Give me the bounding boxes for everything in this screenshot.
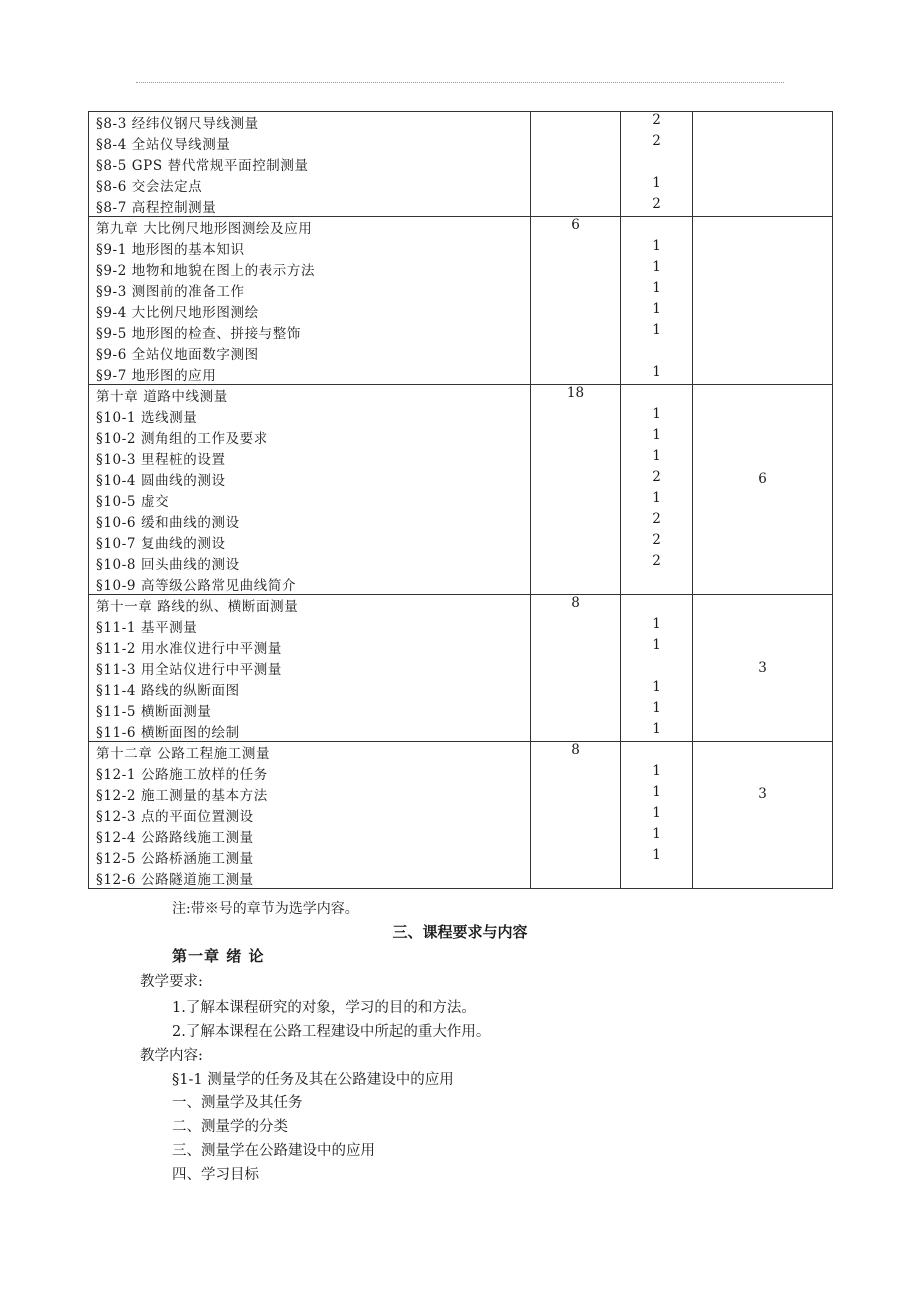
- hours-cell: [531, 868, 621, 889]
- lecture-cell: 1: [621, 826, 693, 847]
- topic-cell: §9-1 地形图的基本知识: [89, 238, 531, 259]
- table-row: [89, 448, 833, 469]
- practice-cell: [693, 196, 833, 217]
- topic-cell: 第十一章 路线的纵、横断面测量: [89, 595, 531, 616]
- lecture-cell: 1: [621, 406, 693, 427]
- lecture-cell: 2: [621, 196, 693, 217]
- table-row: [89, 217, 833, 238]
- hours-cell: [531, 574, 621, 595]
- practice-cell: [693, 175, 833, 196]
- hours-cell: [531, 847, 621, 868]
- lecture-cell: 1: [621, 679, 693, 700]
- lecture-cell: [621, 868, 693, 889]
- lecture-cell: 1: [621, 427, 693, 448]
- topic-cell: §12-3 点的平面位置测设: [89, 805, 531, 826]
- topic-cell: §12-4 公路路线施工测量: [89, 826, 531, 847]
- practice-cell: [693, 532, 833, 553]
- topic-cell: §12-1 公路施工放样的任务: [89, 763, 531, 784]
- practice-cell: [693, 490, 833, 511]
- topic-cell: §11-2 用水准仪进行中平测量: [89, 637, 531, 658]
- topic-cell: §12-2 施工测量的基本方法: [89, 784, 531, 805]
- table-row: [89, 112, 833, 133]
- hours-cell: [531, 784, 621, 805]
- topic-cell: §10-3 里程桩的设置: [89, 448, 531, 469]
- lecture-cell: 1: [621, 238, 693, 259]
- practice-cell: [693, 721, 833, 742]
- practice-cell: 3: [693, 658, 833, 679]
- hours-cell: [531, 616, 621, 637]
- content-item: 一、测量学及其任务: [172, 1095, 303, 1111]
- practice-cell: [693, 574, 833, 595]
- lecture-cell: 2: [621, 511, 693, 532]
- table-row: [89, 364, 833, 385]
- lecture-cell: 2: [621, 133, 693, 154]
- lecture-cell: [621, 595, 693, 616]
- content-item: 二、测量学的分类: [172, 1119, 288, 1135]
- lecture-cell: 1: [621, 763, 693, 784]
- hours-cell: 8: [531, 595, 621, 616]
- hours-cell: [531, 427, 621, 448]
- topic-cell: §11-5 横断面测量: [89, 700, 531, 721]
- practice-cell: [693, 259, 833, 280]
- hours-cell: [531, 469, 621, 490]
- header-rule: [136, 82, 784, 83]
- table-row: [89, 322, 833, 343]
- topic-cell: §8-7 高程控制测量: [89, 196, 531, 217]
- topic-cell: §11-1 基平测量: [89, 616, 531, 637]
- lecture-cell: 1: [621, 259, 693, 280]
- syllabus-table: [88, 111, 833, 889]
- lecture-cell: 1: [621, 448, 693, 469]
- practice-cell: [693, 805, 833, 826]
- table-row: [89, 427, 833, 448]
- practice-cell: 3: [693, 784, 833, 805]
- table-row: [89, 700, 833, 721]
- hours-cell: [531, 196, 621, 217]
- practice-cell: 6: [693, 469, 833, 490]
- table-row: [89, 238, 833, 259]
- practice-cell: [693, 868, 833, 889]
- lecture-cell: 1: [621, 280, 693, 301]
- practice-cell: [693, 406, 833, 427]
- lecture-cell: [621, 658, 693, 679]
- hours-cell: 6: [531, 217, 621, 238]
- topic-cell: §10-4 圆曲线的测设: [89, 469, 531, 490]
- practice-cell: [693, 301, 833, 322]
- lecture-cell: 1: [621, 721, 693, 742]
- practice-cell: [693, 217, 833, 238]
- table-row: [89, 406, 833, 427]
- topic-cell: §9-5 地形图的检查、拼接与整饰: [89, 322, 531, 343]
- table-row: [89, 574, 833, 595]
- lecture-cell: 2: [621, 469, 693, 490]
- topic-cell: §10-2 测角组的工作及要求: [89, 427, 531, 448]
- lecture-cell: [621, 154, 693, 175]
- practice-cell: [693, 595, 833, 616]
- hours-cell: [531, 553, 621, 574]
- topic-cell: §8-3 经纬仪钢尺导线测量: [89, 112, 531, 133]
- hours-cell: [531, 448, 621, 469]
- hours-cell: [531, 826, 621, 847]
- table-row: [89, 868, 833, 889]
- hours-cell: [531, 658, 621, 679]
- lecture-cell: [621, 217, 693, 238]
- table-row: [89, 784, 833, 805]
- practice-cell: [693, 280, 833, 301]
- table-row: [89, 826, 833, 847]
- topic-cell: §12-5 公路桥涵施工测量: [89, 847, 531, 868]
- hours-cell: [531, 721, 621, 742]
- content-item: 四、学习目标: [172, 1167, 259, 1183]
- table-row: [89, 301, 833, 322]
- lecture-cell: 1: [621, 805, 693, 826]
- table-row: [89, 385, 833, 406]
- practice-cell: [693, 616, 833, 637]
- practice-cell: [693, 700, 833, 721]
- hours-cell: [531, 112, 621, 133]
- hours-cell: [531, 280, 621, 301]
- hours-cell: [531, 259, 621, 280]
- table-row: [89, 847, 833, 868]
- topic-cell: §11-4 路线的纵断面图: [89, 679, 531, 700]
- topic-cell: §10-8 回头曲线的测设: [89, 553, 531, 574]
- topic-cell: §11-3 用全站仪进行中平测量: [89, 658, 531, 679]
- lecture-cell: 1: [621, 322, 693, 343]
- hours-cell: [531, 805, 621, 826]
- table-row: [89, 343, 833, 364]
- topic-cell: §9-4 大比例尺地形图测绘: [89, 301, 531, 322]
- lecture-cell: [621, 742, 693, 763]
- topic-cell: §8-5 GPS 替代常规平面控制测量: [89, 154, 531, 175]
- practice-cell: [693, 826, 833, 847]
- table-row: [89, 553, 833, 574]
- practice-cell: [693, 742, 833, 763]
- hours-cell: [531, 364, 621, 385]
- topic-cell: 第十章 道路中线测量: [89, 385, 531, 406]
- practice-cell: [693, 763, 833, 784]
- table-row: [89, 763, 833, 784]
- topic-cell: §8-4 全站仪导线测量: [89, 133, 531, 154]
- lecture-cell: 2: [621, 112, 693, 133]
- table-row: [89, 196, 833, 217]
- teaching-requirements-label: 教学要求:: [140, 974, 203, 990]
- hours-cell: [531, 511, 621, 532]
- table-row: [89, 133, 833, 154]
- table-row: [89, 805, 833, 826]
- lecture-cell: 2: [621, 553, 693, 574]
- practice-cell: [693, 448, 833, 469]
- hours-cell: [531, 133, 621, 154]
- table-row: [89, 637, 833, 658]
- section-heading: 三、课程要求与内容: [392, 923, 528, 941]
- hours-cell: [531, 532, 621, 553]
- lecture-cell: 1: [621, 301, 693, 322]
- table-row: [89, 259, 833, 280]
- hours-cell: [531, 322, 621, 343]
- hours-cell: [531, 763, 621, 784]
- practice-cell: [693, 553, 833, 574]
- lecture-cell: 1: [621, 784, 693, 805]
- lecture-cell: 1: [621, 637, 693, 658]
- topic-cell: §10-5 虚交: [89, 490, 531, 511]
- hours-cell: [531, 175, 621, 196]
- lecture-cell: 1: [621, 616, 693, 637]
- hours-cell: [531, 238, 621, 259]
- hours-cell: [531, 406, 621, 427]
- topic-cell: §9-2 地物和地貌在图上的表示方法: [89, 259, 531, 280]
- table-row: [89, 511, 833, 532]
- topic-cell: §8-6 交会法定点: [89, 175, 531, 196]
- table-row: [89, 469, 833, 490]
- practice-cell: [693, 343, 833, 364]
- topic-cell: §10-7 复曲线的测设: [89, 532, 531, 553]
- practice-cell: [693, 847, 833, 868]
- topic-cell: §10-1 选线测量: [89, 406, 531, 427]
- hours-cell: [531, 343, 621, 364]
- chapter-heading: 第一章 绪 论: [172, 947, 265, 965]
- practice-cell: [693, 133, 833, 154]
- table-row: [89, 721, 833, 742]
- requirement-item: 2.了解本课程在公路工程建设中所起的重大作用。: [172, 1024, 491, 1040]
- lecture-cell: 1: [621, 847, 693, 868]
- topic-cell: §9-6 全站仪地面数字测图: [89, 343, 531, 364]
- hours-cell: [531, 490, 621, 511]
- practice-cell: [693, 511, 833, 532]
- topic-cell: 第九章 大比例尺地形图测绘及应用: [89, 217, 531, 238]
- content-section-title: §1-1 测量学的任务及其在公路建设中的应用: [172, 1072, 454, 1088]
- lecture-cell: 1: [621, 175, 693, 196]
- practice-cell: [693, 154, 833, 175]
- content-item: 三、测量学在公路建设中的应用: [172, 1143, 375, 1159]
- lecture-cell: 1: [621, 490, 693, 511]
- hours-cell: 18: [531, 385, 621, 406]
- lecture-cell: [621, 385, 693, 406]
- topic-cell: §12-6 公路隧道施工测量: [89, 868, 531, 889]
- practice-cell: [693, 322, 833, 343]
- table-row: [89, 616, 833, 637]
- practice-cell: [693, 385, 833, 406]
- practice-cell: [693, 364, 833, 385]
- practice-cell: [693, 112, 833, 133]
- topic-cell: §11-6 横断面图的绘制: [89, 721, 531, 742]
- topic-cell: §10-6 缓和曲线的测设: [89, 511, 531, 532]
- practice-cell: [693, 679, 833, 700]
- topic-cell: §9-3 测图前的准备工作: [89, 280, 531, 301]
- hours-cell: 8: [531, 742, 621, 763]
- table-note: 注:带※号的章节为选学内容。: [172, 901, 359, 917]
- table-row: [89, 175, 833, 196]
- hours-cell: [531, 679, 621, 700]
- practice-cell: [693, 238, 833, 259]
- practice-cell: [693, 427, 833, 448]
- syllabus-table-body: [89, 112, 833, 889]
- table-row: [89, 742, 833, 763]
- table-row: [89, 679, 833, 700]
- lecture-cell: 1: [621, 700, 693, 721]
- table-row: [89, 280, 833, 301]
- table-row: [89, 532, 833, 553]
- teaching-content-label: 教学内容:: [140, 1048, 203, 1064]
- table-row: [89, 490, 833, 511]
- requirement-item: 1.了解本课程研究的对象，学习的目的和方法。: [172, 1000, 476, 1016]
- hours-cell: [531, 637, 621, 658]
- table-row: [89, 658, 833, 679]
- topic-cell: §9-7 地形图的应用: [89, 364, 531, 385]
- lecture-cell: [621, 574, 693, 595]
- table-row: [89, 154, 833, 175]
- hours-cell: [531, 154, 621, 175]
- hours-cell: [531, 700, 621, 721]
- lecture-cell: 1: [621, 364, 693, 385]
- topic-cell: §10-9 高等级公路常见曲线简介: [89, 574, 531, 595]
- practice-cell: [693, 637, 833, 658]
- topic-cell: 第十二章 公路工程施工测量: [89, 742, 531, 763]
- lecture-cell: [621, 343, 693, 364]
- lecture-cell: 2: [621, 532, 693, 553]
- hours-cell: [531, 301, 621, 322]
- table-row: [89, 595, 833, 616]
